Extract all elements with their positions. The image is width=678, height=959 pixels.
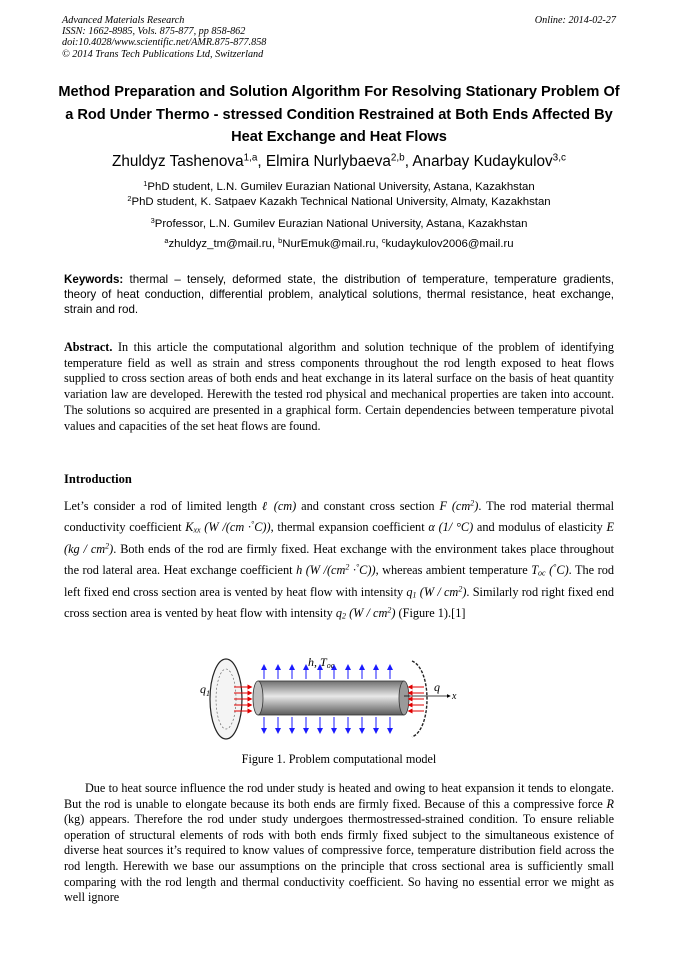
email-address[interactable]: kudaykulov2006@mail.ru (385, 238, 514, 250)
math-section: F $(cm^2)$ (439, 498, 479, 513)
rod-left-end (253, 681, 263, 715)
paper-title: Method Preparation and Solution Algorithm For Resolving Stationary Problem Of a Rod Under Thermo - stressed Condition Restrained at Both Ends Affected By Heat Exchange and Heat Flows (58, 84, 620, 145)
math-expansion: α (1/ °C) (428, 520, 474, 535)
email-list (56, 237, 622, 251)
text-run: and constant cross section (296, 499, 440, 513)
text-run: (kg) appears. Therefore the rod under study undergoes thermostressed-strained condition. To ensure reliable operation of structural elements of rods with both ends firmly fixed subject to the simultaneous existence of diverse heat sources it’s required to know values of compressive force, temperature distribution field across the rod length. Herewith we base our assumptions on the principle that cross sectional area is sufficiently small comparing with the rod length and thermal conductivity coefficient. So having no essential error we might as well ignore (64, 812, 614, 905)
text-run: (Figure 1).[1] (395, 606, 466, 621)
math-q1: $q_1$ $(W / cm^2)$ (406, 584, 467, 600)
issn-line: ISSN: 1662-8985, Vols. 875-877, pp 858-862 (62, 26, 246, 38)
doi-line: doi:10.4028/www.scientific.net/AMR.875-877.858 (62, 37, 267, 49)
online-date: Online: 2014-02-27 (534, 15, 616, 26)
journal-name: Advanced Materials Research (62, 15, 185, 26)
keywords-text: thermal – tensely, deformed state, the distribution of temperature, temperature gradients, theory of heat conduction, differential problem, analytical solutions, thermal resistance, heat exchange, strain and rod. (64, 273, 614, 316)
author-name: Anarbay Kudaykulov (412, 153, 553, 170)
email-mark: b (278, 235, 283, 245)
rod-diagram (198, 655, 460, 743)
affiliation-text: PhD student, K. Satpaev Kazakh Technical National University, Almaty, Kazakhstan (131, 196, 551, 208)
body-paragraph-2 (64, 781, 614, 906)
math-q2: $q_2$ $(W / cm^2)$ (335, 605, 396, 621)
abstract-text: In this article the computational algorithm and solution technique of the problem of identifying temperature field as well as strain and stress components throughout the rod length exposed to heat flows supplied to cross section areas of both ends and heat exchange in its lateral surface on the basis of heat quantity variation law are developed. Herewith the tested rod physical and mechanical properties are taken into account. The solutions so acquired are presented in a graphical form. Certain dependencies between temperature pivotal values and capacities of the set heat flows are found. (64, 340, 614, 433)
text-run: . Both ends of the rod are firmly fixed. Heat exchange with the environment takes place throughout the rod lateral area. Heat exchange coefficient (64, 541, 615, 578)
text-run: Due to heat source influence the rod under study is heated and owing to heat expansion it tends to elongate. But the rod is unable to elongate because its both ends are firmly fixed. Because of this a compressive force (64, 781, 614, 811)
label-q2: q (434, 680, 440, 694)
affiliation-text: PhD student, L.N. Gumilev Eurazian National University, Astana, Kazakhstan (147, 181, 535, 193)
copyright-line: © 2014 Trans Tech Publications Ltd, Switzerland (62, 48, 264, 60)
email-address[interactable]: NurEmuk@mail.ru, (282, 238, 382, 250)
email-address[interactable]: zhuldyz_tm@mail.ru, (168, 238, 279, 250)
figure-1-rod-model (198, 655, 460, 743)
section-heading-introduction: Introduction (64, 472, 132, 486)
text-run: and modulus of elasticity (473, 520, 607, 535)
email-mark: a (164, 235, 169, 245)
affiliation-3 (56, 217, 622, 231)
figure-1-caption: Figure 1. Problem computational model (241, 752, 437, 766)
heat-flow-arrows-right (410, 687, 424, 711)
author-list (56, 152, 622, 172)
author-separator: , (257, 153, 266, 170)
rod-body (258, 681, 404, 715)
math-ambient-temp: $T_{oc}$ (°C) (531, 562, 569, 578)
text-run: , thermal expansion coefficient (270, 520, 429, 535)
author-name: Elmira Nurlybaeva (265, 153, 391, 170)
affiliation-text: Professor, L.N. Gumilev Eurazian National University, Astana, Kazakhstan (154, 218, 528, 230)
text-run: . Similarly rod right fixed end cross section area is vented by heat flow with intensity (64, 584, 615, 621)
author-mark: 1,a (243, 152, 258, 164)
text-run: Let’s consider a rod of limited length (64, 499, 262, 513)
keywords-block (64, 273, 614, 317)
math-length: ℓ (cm) (261, 499, 297, 513)
math-force-r: R (606, 796, 614, 811)
affiliation-mark: 3 (150, 215, 155, 225)
introduction-paragraph (64, 496, 614, 624)
email-mark: c (381, 235, 386, 245)
abstract-label: Abstract. (64, 340, 113, 354)
affiliation-1 (56, 180, 622, 194)
author-separator: , (404, 153, 413, 170)
affiliation-2 (56, 195, 622, 209)
author-mark: 2,b (390, 152, 405, 164)
author-mark: 3,c (552, 152, 566, 164)
keywords-label: Keywords: (64, 273, 124, 286)
math-conductivity: $K_{xx}$ (W /(cm ·°C)) (185, 520, 271, 535)
text-run: . The rod left fixed end cross section area is vented by heat flow with intensity (64, 563, 615, 599)
label-h-toc: h, Toc (308, 655, 335, 670)
heat-exchange-arrows-bottom (264, 717, 390, 731)
journal-header (62, 15, 266, 60)
label-q1: $q_1$ (200, 682, 210, 698)
text-run: , whereas ambient temperature (375, 563, 532, 578)
math-heat-exchange: h (W $/(cm^2 \cdot^\circ C)$) (296, 562, 376, 578)
label-x: x (452, 691, 457, 702)
abstract-block (64, 340, 614, 434)
text-run: . The rod material thermal conductivity coefficient (64, 499, 615, 535)
affiliation-mark: 2 (127, 193, 132, 203)
rod-right-end (399, 681, 409, 715)
math-elasticity: E $(kg / cm^2)$ (64, 520, 615, 556)
affiliation-mark: 1 (143, 178, 148, 188)
author-name: Zhuldyz Tashenova (112, 153, 244, 170)
